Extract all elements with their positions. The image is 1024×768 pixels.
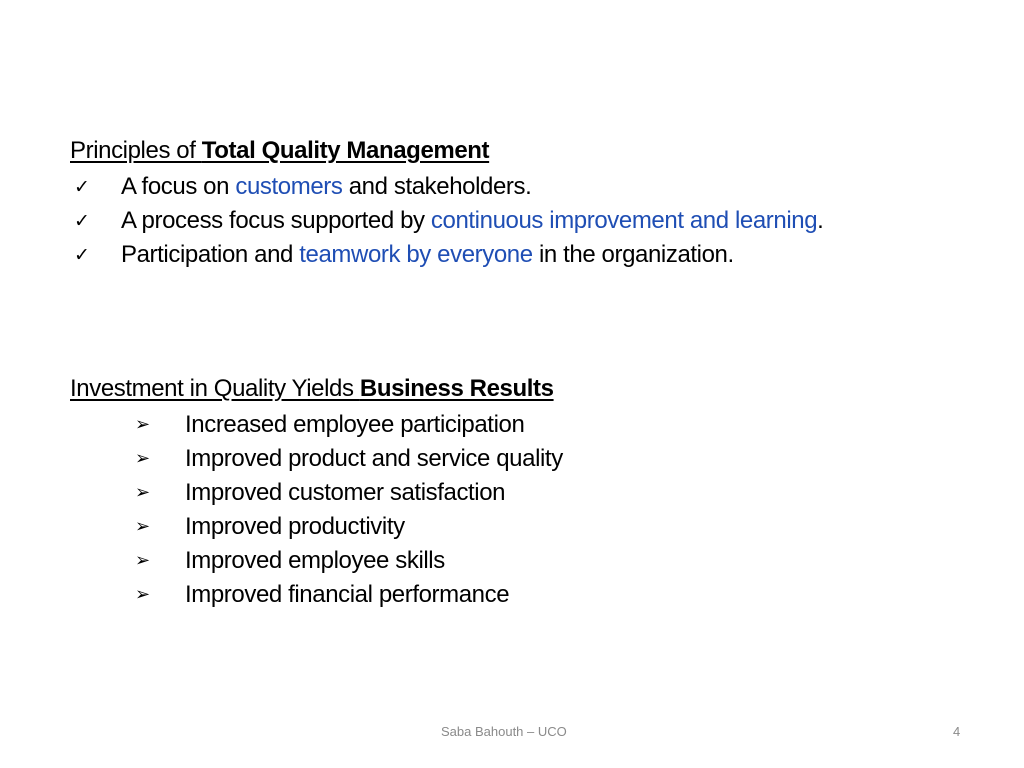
section1-heading [70, 134, 489, 168]
arrow-bullet-icon: ➢ [135, 584, 150, 605]
section1-heading-bold: Total Quality Management [201, 137, 490, 164]
list-item-text: Increased employee participation [185, 411, 525, 438]
checkmark-icon: ✓ [74, 210, 90, 232]
section2-heading-bold: Business Results [359, 375, 554, 402]
checkmark-icon: ✓ [74, 244, 90, 266]
section2-heading-prefix: Investment in Quality Yields [70, 375, 360, 402]
arrow-bullet-icon: ➢ [135, 550, 150, 571]
arrow-bullet-icon: ➢ [135, 482, 150, 503]
footer-text: Saba Bahouth – UCO [441, 724, 567, 739]
page-number: 4 [953, 724, 961, 739]
list-item-text: Improved product and service quality [185, 445, 563, 472]
item-text-before: Participation and [121, 241, 300, 268]
list-item-text: Improved employee skills [185, 547, 445, 574]
item-text-after: . [817, 207, 824, 234]
list-item-text: Improved customer satisfaction [185, 479, 506, 506]
item-text-before: A process focus supported by [121, 207, 431, 234]
list-item-text [121, 238, 734, 272]
item-text-before: A focus on [121, 173, 236, 200]
section2-heading [70, 372, 554, 406]
item-highlight: continuous improvement and learning [430, 207, 818, 234]
section1-heading-prefix: Principles of [70, 137, 202, 164]
list-item-text: Improved financial performance [185, 581, 510, 608]
item-highlight: teamwork by everyone [299, 241, 533, 268]
item-text-after: in the organization. [532, 241, 734, 268]
list-item-text [121, 170, 531, 204]
checkmark-icon: ✓ [74, 176, 90, 198]
list-item-text: Improved productivity [185, 513, 405, 540]
arrow-bullet-icon: ➢ [135, 414, 150, 435]
list-item-text [121, 204, 823, 238]
arrow-bullet-icon: ➢ [135, 448, 150, 469]
arrow-bullet-icon: ➢ [135, 516, 150, 537]
item-text-after: and stakeholders. [342, 173, 532, 200]
item-highlight: customers [235, 173, 343, 200]
